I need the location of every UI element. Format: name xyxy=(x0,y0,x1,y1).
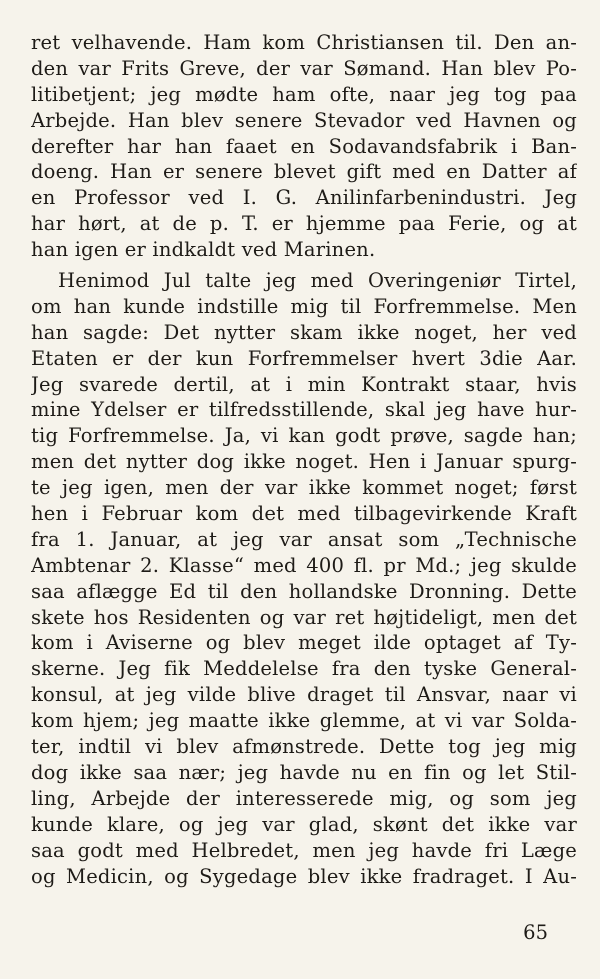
text-line: han igen er indkaldt ved Marinen. xyxy=(31,238,376,262)
text-line: ling, Arbejde der interesserede mig, og som jeg xyxy=(31,786,577,810)
text-line: kom i Aviserne og blev meget ilde optaget af Ty- xyxy=(31,631,577,655)
text-line: saa aflægge Ed til den hollandske Dronning. Dette xyxy=(31,579,577,603)
text-line: Arbejde. Han blev senere Stevador ved Havnen og xyxy=(31,108,577,132)
text-line: tig Forfremmelse. Ja, vi kan godt prøve, sagde han; xyxy=(31,424,577,448)
text-line: kunde klare, og jeg var glad, skønt det ikke var xyxy=(31,812,577,836)
text-line: derefter har han faaet en Sodavandsfabrik i Ban- xyxy=(31,134,577,158)
text-line: Ambtenar 2. Klasse“ med 400 fl. pr Md.; jeg skulde xyxy=(31,553,577,577)
text-line: mine Ydelser er tilfredsstillende, skal jeg have hur- xyxy=(31,398,577,422)
text-line: saa godt med Helbredet, men jeg havde fri Læge xyxy=(31,838,577,862)
text-line: kom hjem; jeg maatte ikke glemme, at vi var Solda- xyxy=(31,709,577,733)
text-line: skete hos Residenten og var ret højtideligt, men det xyxy=(31,605,577,629)
text-line: men det nytter dog ikke noget. Hen i Januar spurg- xyxy=(31,450,577,474)
text-line: har hørt, at de p. T. er hjemme paa Ferie, og at xyxy=(31,212,577,236)
text-line: den var Frits Greve, der var Sømand. Han blev Po- xyxy=(31,56,577,80)
text-line: han sagde: Det nytter skam ikke noget, her ved xyxy=(31,320,577,344)
text-line: te jeg igen, men der var ikke kommet noget; først xyxy=(31,476,577,500)
text-line: en Professor ved I. G. Anilinfarbenindustri. Jeg xyxy=(31,186,577,210)
text-line: skerne. Jeg fik Meddelelse fra den tyske General- xyxy=(31,657,577,681)
text-line: Jeg svarede dertil, at i min Kontrakt staar, hvis xyxy=(31,372,577,396)
body-text xyxy=(31,30,577,889)
text-line: fra 1. Januar, at jeg var ansat som „Technische xyxy=(31,527,577,551)
text-line: doeng. Han er senere blevet gift med en Datter af xyxy=(31,160,577,184)
text-line: om han kunde indstille mig til Forfremmelse. Men xyxy=(31,294,577,318)
text-line: ter, indtil vi blev afmønstrede. Dette tog jeg mig xyxy=(31,735,577,759)
text-line: Henimod Jul talte jeg med Overingeniør Tirtel, xyxy=(58,269,577,293)
text-line: dog ikke saa nær; jeg havde nu en fin og let Stil- xyxy=(31,760,577,784)
text-line: konsul, at jeg vilde blive draget til Ansvar, naar vi xyxy=(31,683,577,707)
text-line: litibetjent; jeg mødte ham ofte, naar jeg tog paa xyxy=(31,82,577,106)
text-line: hen i Februar kom det med tilbagevirkende Kraft xyxy=(31,502,577,526)
page-number: 65 xyxy=(523,921,548,944)
text-line: Etaten er der kun Forfremmelser hvert 3die Aar. xyxy=(31,346,577,370)
text-line: ret velhavende. Ham kom Christiansen til. Den an- xyxy=(31,31,577,54)
text-line: og Medicin, og Sygedage blev ikke fradraget. I Au- xyxy=(31,864,577,888)
